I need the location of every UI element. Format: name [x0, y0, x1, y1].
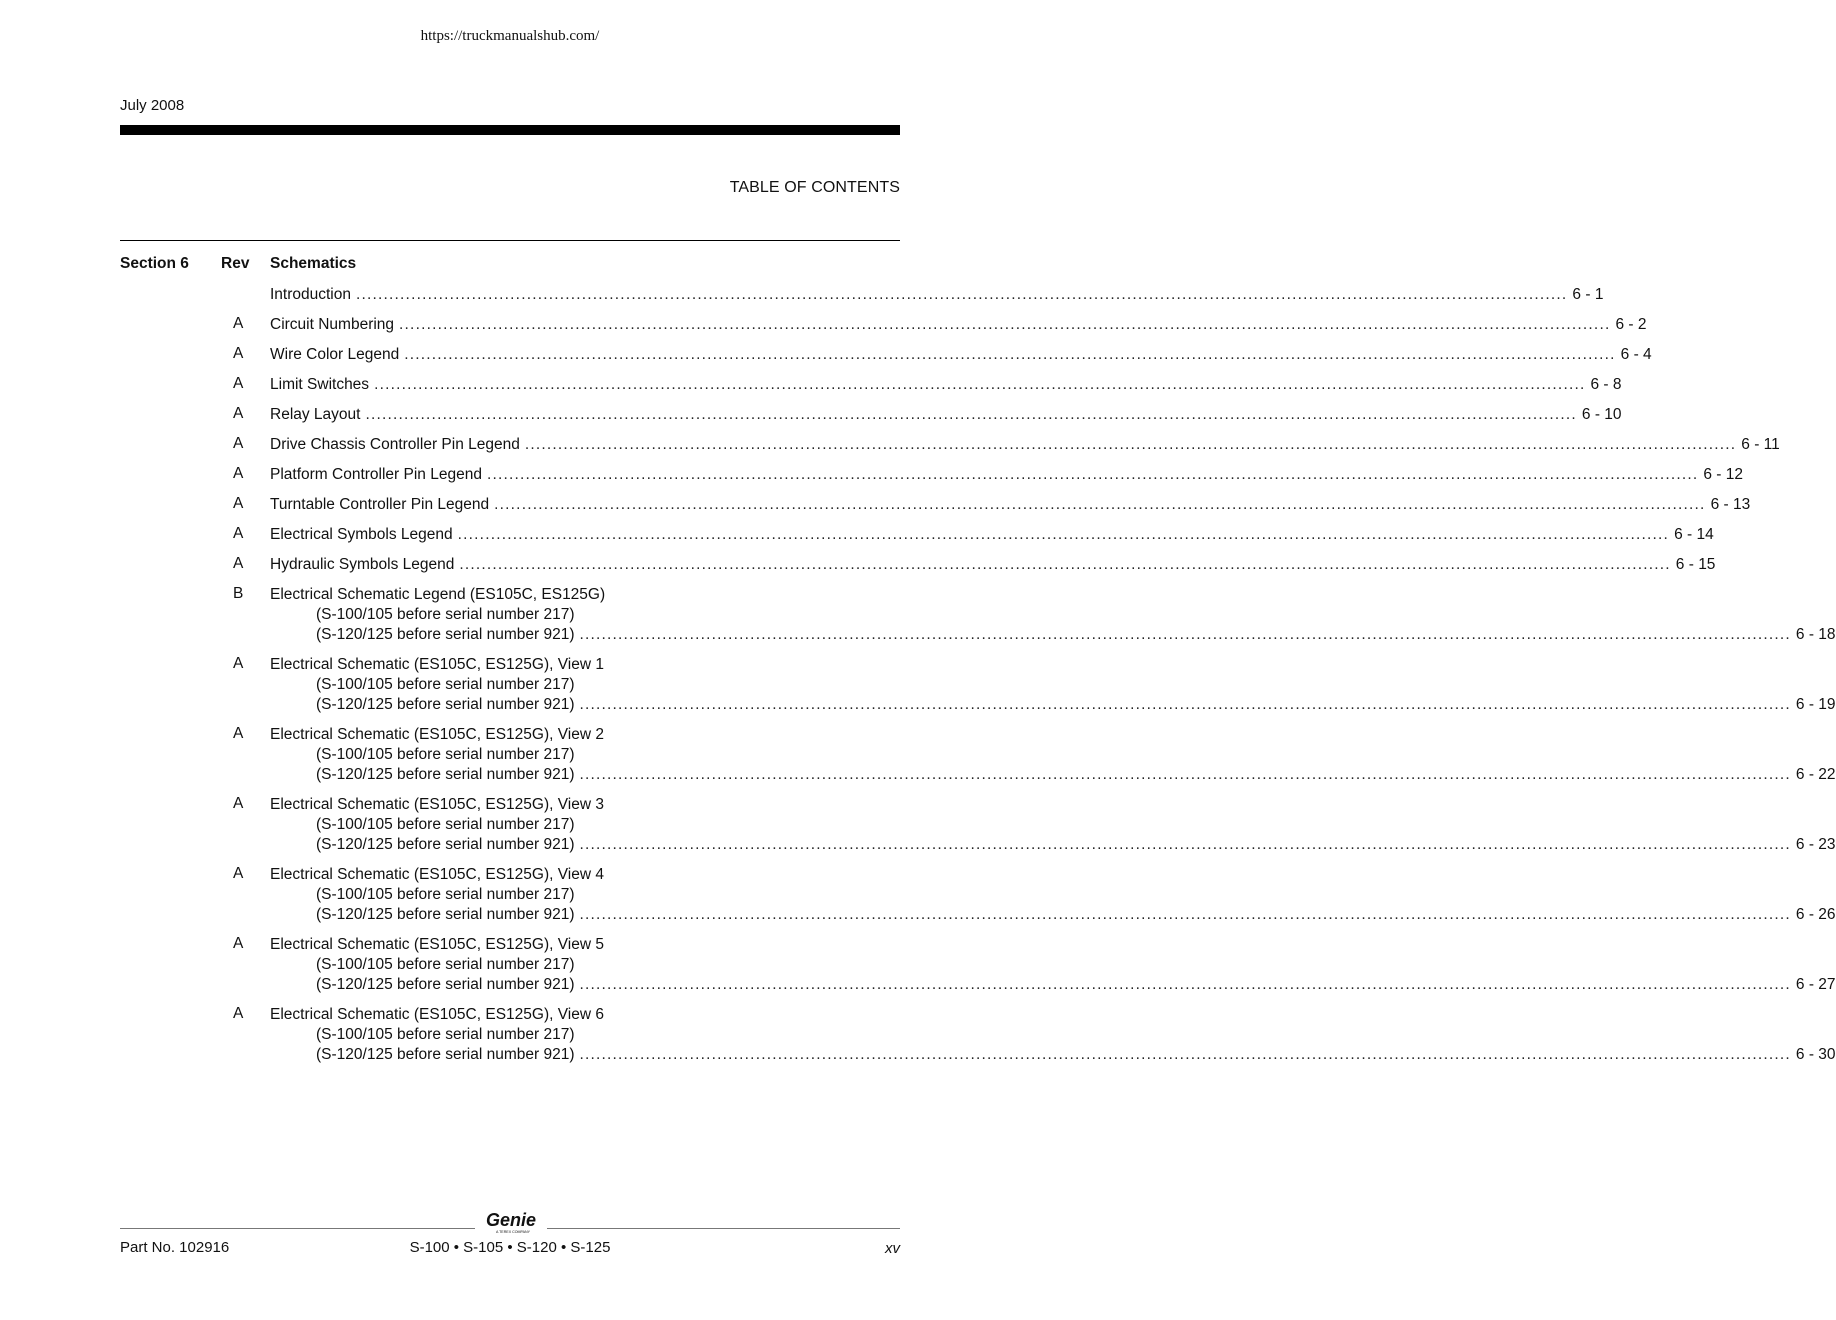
toc-entry[interactable]: [120, 935, 1836, 995]
toc-entry-page: 6 - 15: [1675, 556, 1716, 573]
table-of-contents: [120, 255, 1836, 1075]
toc-header-row: [120, 255, 900, 285]
page-title: TABLE OF CONTENTS: [729, 179, 900, 196]
toc-entry-text: Electrical Schematic (ES105C, ES125G), View 4: [270, 866, 604, 883]
toc-entry-text: (S-120/125 before serial number 921): [316, 1046, 575, 1063]
dot-leader: ............................................................................................................................................................................................................................: [486, 466, 1699, 483]
dot-leader: ............................................................................................................................................................................................................................: [524, 436, 1737, 453]
toc-entry[interactable]: [120, 405, 1622, 425]
toc-entry[interactable]: [120, 525, 1714, 545]
toc-entry-rev: A: [233, 435, 244, 452]
toc-entry-subtitle-line: [120, 745, 900, 765]
toc-entry-subtitle-line: [120, 815, 900, 835]
dot-leader: ............................................................................................................................................................................................................................: [579, 626, 1791, 643]
toc-entry-title-line: [120, 585, 900, 605]
toc-entry-title-line: [120, 795, 900, 815]
page-number: xv: [885, 1240, 900, 1257]
dot-leader: ............................................................................................................................................................................................................................: [459, 556, 1671, 573]
toc-entry-title-line: [120, 435, 1780, 455]
logo-wordmark: Genie: [485, 1210, 537, 1230]
toc-entry-text: (S-100/105 before serial number 217): [316, 676, 575, 693]
toc-entries: [120, 285, 1836, 1065]
toc-entry-text: Limit Switches: [270, 376, 370, 393]
part-number: Part No. 102916: [120, 1239, 230, 1256]
dot-leader: ............................................................................................................................................................................................................................: [356, 286, 1568, 303]
toc-entry-text: (S-100/105 before serial number 217): [316, 606, 575, 623]
toc-entry-page: 6 - 23: [1795, 836, 1836, 853]
toc-entry-page: 6 - 22: [1795, 766, 1836, 783]
toc-entry-title-line: [120, 525, 1714, 545]
toc-entry-subtitle-line: [120, 695, 1836, 715]
toc-entry-title-line: [120, 315, 1647, 335]
dot-leader: ............................................................................................................................................................................................................................: [365, 406, 1577, 423]
dot-leader: ............................................................................................................................................................................................................................: [579, 696, 1791, 713]
toc-entry-page: 6 - 27: [1795, 976, 1836, 993]
toc-entry-title-line: [120, 495, 1751, 515]
toc-entry-text: Circuit Numbering: [270, 316, 395, 333]
toc-entry-subtitle-line: [120, 1025, 900, 1045]
toc-entry-page: 6 - 1: [1572, 286, 1604, 303]
toc-entry-rev: A: [233, 1005, 244, 1022]
dot-leader: ............................................................................................................................................................................................................................: [374, 376, 1586, 393]
toc-entry-text: Electrical Schematic (ES105C, ES125G), View 3: [270, 796, 604, 813]
dot-leader: ............................................................................................................................................................................................................................: [579, 1046, 1791, 1063]
toc-entry-text: (S-120/125 before serial number 921): [316, 836, 575, 853]
toc-entry[interactable]: [120, 315, 1647, 335]
toc-entry-text: Wire Color Legend: [270, 346, 400, 363]
dot-leader: ............................................................................................................................................................................................................................: [579, 766, 1791, 783]
dot-leader: ............................................................................................................................................................................................................................: [579, 906, 1791, 923]
toc-entry-page: 6 - 18: [1795, 626, 1836, 643]
toc-entry-title-line: [120, 935, 900, 955]
toc-entry-page: 6 - 19: [1795, 696, 1836, 713]
toc-entry-rev: A: [233, 525, 244, 542]
dot-leader: ............................................................................................................................................................................................................................: [579, 976, 1791, 993]
toc-entry[interactable]: [120, 865, 1836, 925]
toc-entry-text: Platform Controller Pin Legend: [270, 466, 482, 483]
toc-entry[interactable]: [120, 495, 1751, 515]
toc-entry-text: Relay Layout: [270, 406, 361, 423]
toc-entry[interactable]: [120, 1005, 1836, 1065]
dot-leader: ............................................................................................................................................................................................................................: [404, 346, 1616, 363]
toc-entry-page: 6 - 8: [1590, 376, 1622, 393]
dot-leader: ............................................................................................................................................................................................................................: [494, 496, 1706, 513]
toc-entry-text: (S-120/125 before serial number 921): [316, 976, 575, 993]
section-divider: [120, 240, 900, 241]
toc-entry-text: (S-120/125 before serial number 921): [316, 696, 575, 713]
toc-entry-page: 6 - 2: [1615, 316, 1647, 333]
section-title: Schematics: [270, 255, 357, 272]
toc-entry-text: (S-120/125 before serial number 921): [316, 626, 575, 643]
toc-entry-text: Electrical Schematic Legend (ES105C, ES125G): [270, 586, 606, 603]
dot-leader: ............................................................................................................................................................................................................................: [399, 316, 1611, 333]
toc-entry-subtitle-line: [120, 765, 1836, 785]
toc-entry-text: (S-100/105 before serial number 217): [316, 816, 575, 833]
dot-leader: ............................................................................................................................................................................................................................: [457, 526, 1670, 543]
toc-entry-text: Electrical Schematic (ES105C, ES125G), View 6: [270, 1006, 604, 1023]
toc-entry-rev: A: [233, 405, 244, 422]
toc-entry-page: 6 - 10: [1581, 406, 1622, 423]
toc-entry-page: 6 - 30: [1795, 1046, 1836, 1063]
toc-entry-rev: A: [233, 465, 244, 482]
toc-entry-text: Introduction: [270, 286, 351, 303]
toc-entry-subtitle-line: [120, 955, 900, 975]
toc-entry-title-line: [120, 285, 1604, 305]
toc-entry-text: (S-120/125 before serial number 921): [316, 906, 575, 923]
toc-entry-rev: A: [233, 935, 244, 952]
toc-entry-page: 6 - 11: [1741, 436, 1780, 453]
toc-entry-page: 6 - 14: [1674, 526, 1714, 543]
toc-entry-rev: A: [233, 725, 244, 742]
toc-entry-rev: A: [233, 495, 244, 512]
toc-entry-subtitle-line: [120, 1045, 1836, 1065]
toc-entry[interactable]: [120, 345, 1652, 365]
toc-entry-rev: A: [233, 315, 244, 332]
section-label: Section 6: [120, 255, 189, 272]
toc-entry-subtitle-line: [120, 835, 1836, 855]
toc-entry-text: Electrical Schematic (ES105C, ES125G), View 5: [270, 936, 604, 953]
header-rule: [120, 125, 900, 135]
toc-entry-rev: A: [233, 655, 244, 672]
toc-entry-text: Drive Chassis Controller Pin Legend: [270, 436, 520, 453]
toc-entry-text: Electrical Schematic (ES105C, ES125G), View 2: [270, 726, 604, 743]
toc-entry-page: 6 - 13: [1710, 496, 1751, 513]
toc-entry-text: (S-120/125 before serial number 921): [316, 766, 575, 783]
toc-entry[interactable]: [120, 655, 1836, 715]
toc-entry-text: Electrical Symbols Legend: [270, 526, 453, 543]
toc-entry-rev: A: [233, 865, 244, 882]
toc-entry-text: (S-100/105 before serial number 217): [316, 1026, 575, 1043]
toc-entry-subtitle-line: [120, 975, 1836, 995]
toc-entry-subtitle-line: [120, 905, 1836, 925]
toc-entry-subtitle-line: [120, 675, 900, 695]
toc-entry[interactable]: [120, 465, 1744, 485]
dot-leader: ............................................................................................................................................................................................................................: [579, 836, 1791, 853]
toc-entry-rev: B: [233, 585, 244, 602]
toc-entry[interactable]: [120, 375, 1622, 395]
model-list: S-100 • S-105 • S-120 • S-125: [409, 1239, 611, 1256]
toc-entry[interactable]: [120, 555, 1716, 575]
document-date: July 2008: [120, 97, 185, 114]
toc-entry-title-line: [120, 725, 900, 745]
toc-entry-text: Turntable Controller Pin Legend: [270, 496, 490, 513]
toc-entry-text: (S-100/105 before serial number 217): [316, 956, 575, 973]
toc-entry-text: (S-100/105 before serial number 217): [316, 746, 575, 763]
toc-entry-page: 6 - 26: [1795, 906, 1836, 923]
toc-entry-title-line: [120, 465, 1744, 485]
toc-entry[interactable]: [120, 435, 1780, 455]
toc-entry-text: Electrical Schematic (ES105C, ES125G), View 1: [270, 656, 604, 673]
toc-entry-title-line: [120, 1005, 900, 1025]
toc-entry-rev: A: [233, 555, 244, 572]
toc-entry[interactable]: [120, 585, 1836, 645]
toc-entry-text: Hydraulic Symbols Legend: [270, 556, 455, 573]
logo-tagline: A TEREX COMPANY: [495, 1230, 531, 1234]
toc-entry-subtitle-line: [120, 605, 900, 625]
footer-rule-right: [547, 1228, 900, 1229]
toc-entry-page: 6 - 12: [1703, 466, 1744, 483]
source-url[interactable]: https://truckmanualshub.com/: [420, 28, 600, 44]
toc-entry-title-line: [120, 345, 1652, 365]
rev-column-header: Rev: [221, 255, 250, 272]
toc-entry[interactable]: [120, 795, 1836, 855]
toc-entry-subtitle-line: [120, 625, 1836, 645]
toc-entry-page: 6 - 4: [1620, 346, 1652, 363]
toc-entry-title-line: [120, 655, 900, 675]
toc-entry-subtitle-line: [120, 885, 900, 905]
toc-entry-rev: A: [233, 795, 244, 812]
toc-entry-text: (S-100/105 before serial number 217): [316, 886, 575, 903]
footer-rule-left: [120, 1228, 475, 1229]
toc-entry-rev: A: [233, 375, 244, 392]
toc-entry-title-line: [120, 555, 1716, 575]
toc-entry[interactable]: [120, 725, 1836, 785]
toc-entry-rev: A: [233, 345, 244, 362]
toc-entry[interactable]: [120, 285, 1604, 305]
genie-logo: [476, 1208, 546, 1238]
toc-entry-title-line: [120, 405, 1622, 425]
toc-entry-title-line: [120, 865, 900, 885]
toc-entry-title-line: [120, 375, 1622, 395]
